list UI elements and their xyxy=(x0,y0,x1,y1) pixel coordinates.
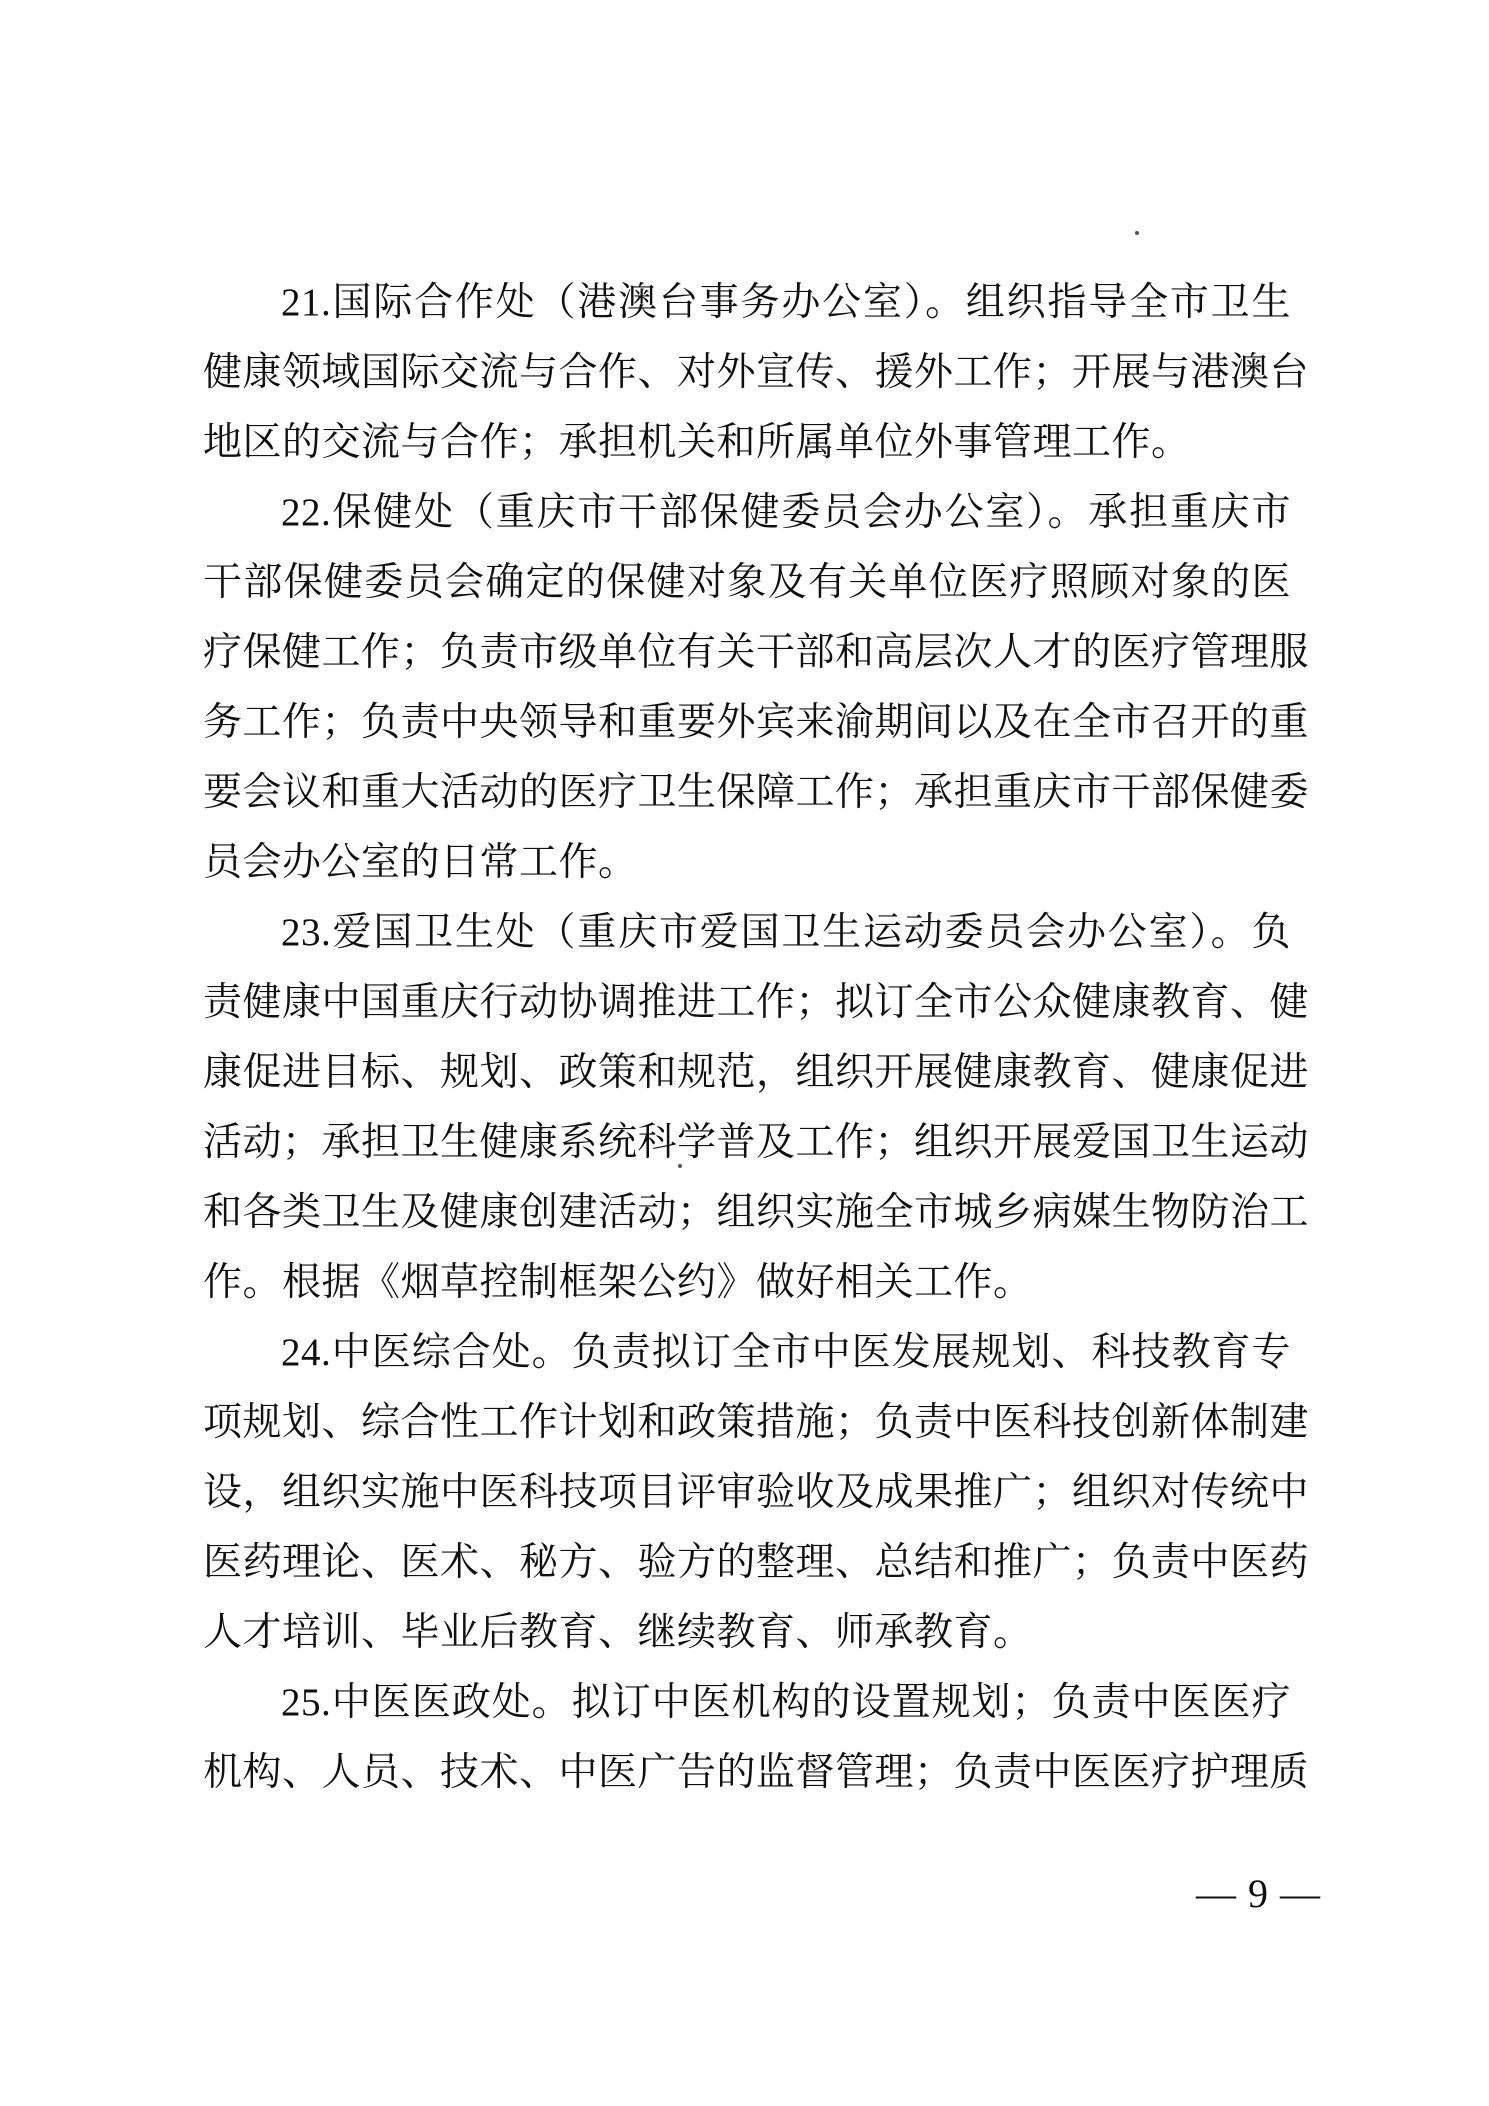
text-line: 22.保健处（重庆市干部保健委员会办公室）。承担重庆市 xyxy=(281,491,1291,534)
text-line: 活动；承担卫生健康系统科学普及工作；组织开展爱国卫生运动 xyxy=(203,1121,1310,1164)
text-line: 务工作；负责中央领导和重要外宾来渝期间以及在全市召开的重 xyxy=(203,701,1310,744)
text-line: 康促进目标、规划、政策和规范，组织开展健康教育、健康促进 xyxy=(203,1051,1310,1094)
text-line: 设，组织实施中医科技项目评审验收及成果推广；组织对传统中 xyxy=(203,1471,1310,1514)
text-line: 和各类卫生及健康创建活动；组织实施全市城乡病媒生物防治工 xyxy=(203,1191,1310,1234)
text-line: 医药理论、医术、秘方、验方的整理、总结和推广；负责中医药 xyxy=(203,1541,1310,1584)
text-line: 作。根据《烟草控制框架公约》做好相关工作。 xyxy=(203,1261,1033,1304)
text-line: 要会议和重大活动的医疗卫生保障工作；承担重庆市干部保健委 xyxy=(203,771,1310,814)
text-line: 机构、人员、技术、中医广告的监督管理；负责中医医疗护理质 xyxy=(203,1751,1310,1794)
paragraph-24 xyxy=(203,1318,1310,1668)
text-line: 25.中医医政处。拟订中医机构的设置规划；负责中医医疗 xyxy=(281,1681,1291,1724)
text-line: 健康领域国际交流与合作、对外宣传、援外工作；开展与港澳台 xyxy=(203,351,1310,394)
paragraph-21 xyxy=(203,268,1310,478)
text-line: 21.国际合作处（港澳台事务办公室）。组织指导全市卫生 xyxy=(281,281,1291,324)
text-line: 干部保健委员会确定的保健对象及有关单位医疗照顾对象的医 xyxy=(203,561,1291,604)
text-line: 疗保健工作；负责市级单位有关干部和高层次人才的医疗管理服 xyxy=(203,631,1310,674)
scan-speck xyxy=(678,1164,682,1168)
text-line: 24.中医综合处。负责拟订全市中医发展规划、科技教育专 xyxy=(281,1331,1291,1374)
text-line: 地区的交流与合作；承担机关和所属单位外事管理工作。 xyxy=(203,421,1191,464)
text-line: 员会办公室的日常工作。 xyxy=(203,841,638,884)
paragraph-25 xyxy=(203,1668,1310,1808)
text-line: 项规划、综合性工作计划和政策措施；负责中医科技创新体制建 xyxy=(203,1401,1310,1444)
paragraph-22 xyxy=(203,478,1310,898)
text-line: 责健康中国重庆行动协调推进工作；拟订全市公众健康教育、健 xyxy=(203,981,1310,1024)
paragraph-23 xyxy=(203,898,1310,1318)
page-number: — 9 — xyxy=(1196,1871,1321,1916)
document-body xyxy=(203,268,1310,1808)
text-line: 人才培训、毕业后教育、继续教育、师承教育。 xyxy=(203,1611,1033,1654)
text-line: 23.爱国卫生处（重庆市爱国卫生运动委员会办公室）。负 xyxy=(281,911,1291,954)
scan-speck xyxy=(1135,231,1139,235)
